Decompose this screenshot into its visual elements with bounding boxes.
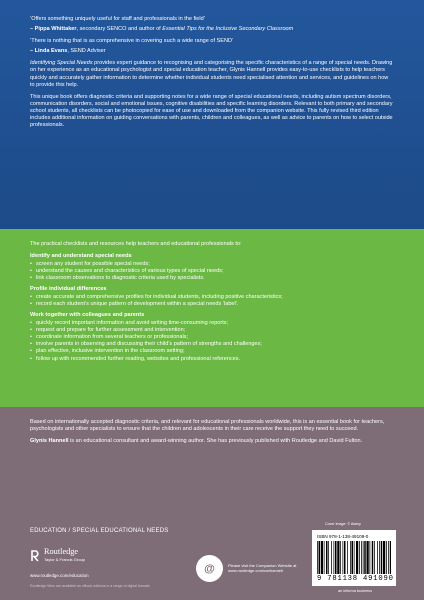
author-paragraph xyxy=(30,438,394,445)
list-item: • plan effective, inclusive intervention in the classroom setting; xyxy=(30,348,394,355)
publisher-name: Routledge xyxy=(44,547,79,556)
list-item: • understand the causes and characteristics of various types of special needs; xyxy=(30,268,394,275)
green-intro: The practical checklists and resources help teachers and educational professionals to: xyxy=(30,241,242,247)
list-item: • request and prepare for further assessment and intervention; xyxy=(30,327,394,334)
section-list xyxy=(30,320,394,363)
quote-2-attribution xyxy=(30,48,394,55)
section-work-together xyxy=(30,312,394,363)
routledge-logo-icon xyxy=(30,549,40,562)
section-identify xyxy=(30,253,394,282)
green-panel xyxy=(0,229,424,407)
author-bio: is an educational consultant and award-winning author. She has previously published with Routledge and David Fulton. xyxy=(68,438,363,445)
quote-1: ‘Offers something uniquely useful for staff and professionals in the field’ xyxy=(30,16,205,22)
section-heading: Identify and understand special needs xyxy=(30,253,132,260)
barcode-panel xyxy=(312,530,396,586)
section-profile xyxy=(30,286,394,308)
list-item: • quickly record important information and avoid writing time-consuming reports; xyxy=(30,320,394,327)
companion-website-note: Please visit the Companion Website at www.routledge.com/cw/hannell xyxy=(228,563,297,574)
subject-category: EDUCATION / SPECIAL EDUCATIONAL NEEDS xyxy=(30,528,169,534)
informa-tagline: an informa business xyxy=(338,589,372,593)
isbn-label: ISBN 978-1-138-49109-0 xyxy=(317,534,369,539)
description-paragraph: This unique book offers diagnostic criteria and supporting notes for a wide range of special educational needs, including autism spectrum disorders, communication disorders, social and emotional issues, cognitive disabilities and specific learning disorders. Relevant to both primary and secondary school students, all checklists can be photocopied for ease of use and downloaded from the companion website. This fully revised third edition includes additional information on guiding conversations with parents, children and colleagues, as well as advice to parents on how to select outside professionals. xyxy=(30,93,393,129)
section-list xyxy=(30,294,394,308)
summary-paragraph: Based on internationally accepted diagnostic criteria, and relevant for educational professionals worldwide, this is an essential book for teachers, psychologists and other specialists to ensure that the children and adolescents in their care receive the support they need to succeed. xyxy=(30,419,385,433)
quote-2: ‘There is nothing that is as comprehensive in covering such a wide range of SEND’ xyxy=(30,38,234,45)
quote-1-role: , secondary SENCO and author of xyxy=(76,26,163,33)
list-item: • create accurate and comprehensive profiles for individual students, including positive characteristics; xyxy=(30,294,394,301)
section-heading: Profile individual differences xyxy=(30,286,107,293)
quote-1-author: – Pippa Whittaker xyxy=(30,26,77,33)
intro-paragraph xyxy=(30,60,394,88)
section-heading: Work together with colleagues and parents xyxy=(30,312,145,319)
list-item: • involve parents in observing and discussing their child’s pattern of strengths and challenges; xyxy=(30,341,394,348)
intro-text: provides expert guidance to recognising and categorising the specific characteristics of a range of special needs. Drawing on her experience as an educational psychologist and special education teacher, Glynis Hannell provides easy-to-use checklists to help teachers quickly and accurately gather information to determine whether individual students need specialised attention and services, and guidelines on how to provide this help. xyxy=(30,60,393,88)
book-title: Identifying Special Needs xyxy=(30,60,93,67)
list-item: • record each student’s unique pattern of development within a special needs ‘label’. xyxy=(30,301,394,308)
companion-website-badge-icon: @ xyxy=(196,555,223,582)
cover-credit: Cover image: © Alamy xyxy=(325,522,361,526)
section-list xyxy=(30,261,394,283)
list-item: • screen any student for possible special needs; xyxy=(30,261,394,268)
list-item: • follow up with recommended further reading, websites and professional references. xyxy=(30,356,394,363)
blue-panel xyxy=(0,0,424,229)
ebook-note: Routledge titles are available as eBook editions in a range of digital formats xyxy=(30,584,150,588)
author-name: Glynis Hannell xyxy=(30,438,69,445)
quote-2-role: , SEND Adviser xyxy=(67,48,106,55)
publisher-url[interactable]: www.routledge.com/education xyxy=(30,573,89,578)
list-item: • coordinate information from several teachers or professionals; xyxy=(30,334,394,341)
barcode-icon xyxy=(317,541,391,574)
list-item: • link classroom observations to diagnostic criteria used by specialists. xyxy=(30,275,394,282)
quote-2-author: – Linda Evans xyxy=(30,48,68,55)
barcode-number: 9 781138 491090 xyxy=(317,575,394,583)
quote-1-book: Essential Tips for the Inclusive Secondary Classroom xyxy=(162,26,294,33)
publisher-tagline: Taylor & Francis Group xyxy=(44,557,85,562)
quote-1-attribution xyxy=(30,26,394,33)
